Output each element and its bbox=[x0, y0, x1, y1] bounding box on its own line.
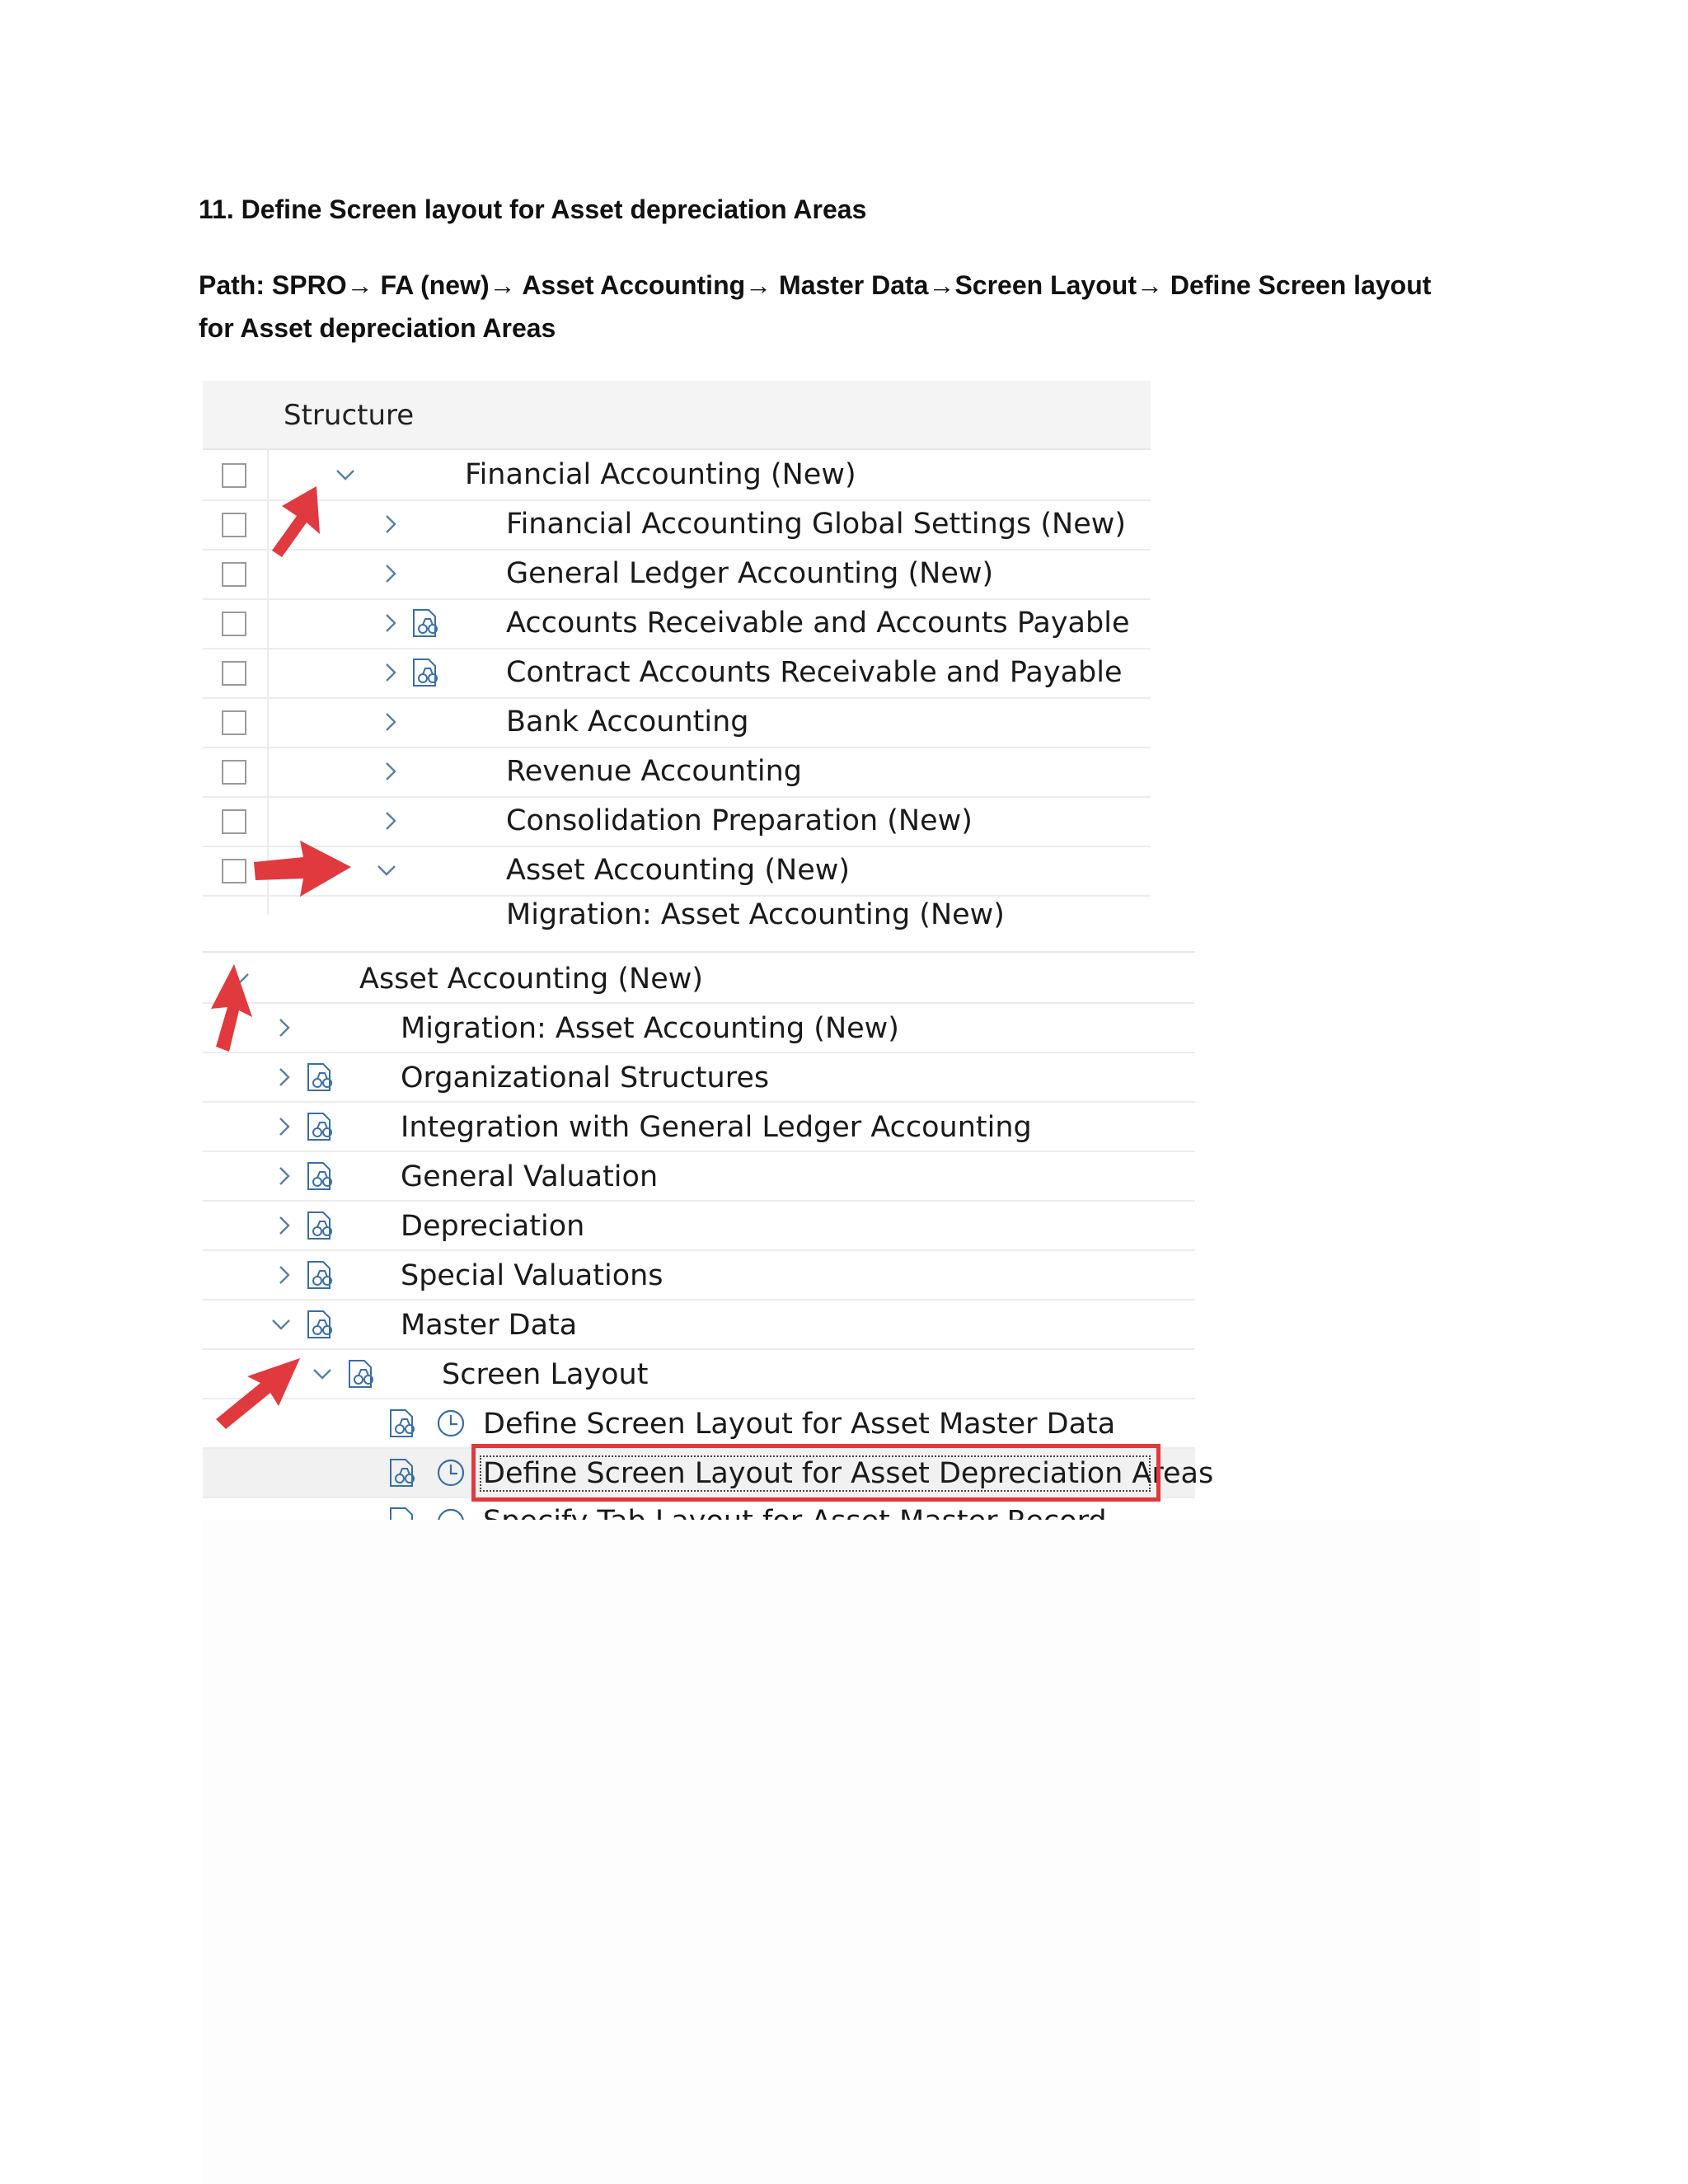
clock-icon[interactable] bbox=[435, 1408, 467, 1439]
chevron-right-icon[interactable] bbox=[380, 810, 401, 832]
tree-row[interactable] bbox=[203, 1202, 1195, 1251]
tree-node-label: Screen Layout bbox=[442, 1358, 649, 1391]
path-part: Path: SPRO bbox=[199, 270, 347, 300]
tree-row[interactable] bbox=[203, 1053, 1195, 1103]
row-checkbox[interactable] bbox=[222, 710, 246, 735]
binoculars-doc-icon[interactable] bbox=[386, 1407, 419, 1440]
section-heading: 11. Define Screen layout for Asset depreciation Areas bbox=[199, 194, 867, 224]
tree-row[interactable] bbox=[203, 549, 1151, 600]
page-background-area bbox=[203, 1520, 1480, 2184]
row-checkbox[interactable] bbox=[222, 562, 246, 587]
annotation-arrow-up bbox=[204, 964, 270, 1055]
chevron-right-icon[interactable] bbox=[274, 1215, 295, 1236]
path-arrow-icon: → bbox=[928, 270, 955, 300]
tree-row[interactable] bbox=[203, 450, 1151, 501]
binoculars-doc-icon[interactable] bbox=[409, 607, 442, 640]
spro-tree-screenshot-1 bbox=[203, 381, 1151, 931]
tree-row[interactable] bbox=[203, 697, 1151, 748]
binoculars-doc-icon[interactable] bbox=[409, 656, 442, 689]
path-arrow-icon: → bbox=[745, 270, 780, 300]
chevron-down-icon[interactable] bbox=[270, 1314, 292, 1335]
tree-node-label: General Ledger Accounting (New) bbox=[506, 557, 994, 590]
tree-node-label: Accounts Receivable and Accounts Payable bbox=[506, 607, 1130, 640]
tree-row[interactable] bbox=[203, 499, 1151, 551]
binoculars-doc-icon[interactable] bbox=[303, 1209, 336, 1242]
row-checkbox[interactable] bbox=[222, 809, 246, 834]
annotation-arrow-up-right bbox=[267, 486, 325, 569]
path-part: for Asset depreciation Areas bbox=[199, 313, 556, 343]
tree-node-label: Define Screen Layout for Asset Master Data bbox=[483, 1408, 1116, 1441]
binoculars-doc-icon[interactable] bbox=[303, 1308, 336, 1341]
chevron-right-icon[interactable] bbox=[380, 711, 401, 733]
tree-row[interactable] bbox=[203, 1251, 1195, 1301]
chevron-right-icon[interactable] bbox=[380, 662, 401, 683]
binoculars-doc-icon[interactable] bbox=[386, 1456, 419, 1489]
clock-icon bbox=[435, 1507, 467, 1520]
annotation-arrow-right bbox=[254, 839, 353, 900]
row-checkbox[interactable] bbox=[222, 760, 246, 785]
tree-row[interactable] bbox=[203, 598, 1151, 649]
row-checkbox[interactable] bbox=[222, 612, 246, 636]
binoculars-doc-icon[interactable] bbox=[303, 1160, 336, 1193]
tree-row[interactable] bbox=[203, 1350, 1195, 1399]
clock-icon[interactable] bbox=[435, 1457, 467, 1488]
chevron-right-icon[interactable] bbox=[274, 1264, 295, 1286]
chevron-down-icon[interactable] bbox=[335, 464, 356, 485]
tree-node-label: General Valuation bbox=[401, 1160, 659, 1193]
chevron-right-icon[interactable] bbox=[274, 1165, 295, 1187]
path-part: FA (new) bbox=[380, 270, 490, 300]
row-checkbox[interactable] bbox=[222, 463, 246, 488]
binoculars-doc-icon bbox=[386, 1505, 419, 1520]
structure-header-label: Structure bbox=[284, 399, 415, 432]
chevron-right-icon[interactable] bbox=[274, 1066, 295, 1088]
tree-node-label: Master Data bbox=[401, 1309, 578, 1342]
chevron-right-icon[interactable] bbox=[380, 563, 401, 584]
chevron-down-icon[interactable] bbox=[376, 860, 397, 881]
tree-node-label: Financial Accounting (New) bbox=[465, 458, 856, 491]
binoculars-doc-icon[interactable] bbox=[303, 1110, 336, 1143]
divider bbox=[203, 951, 1195, 953]
tree-row[interactable] bbox=[203, 1399, 1195, 1449]
tree-row[interactable] bbox=[203, 1152, 1195, 1202]
chevron-right-icon[interactable] bbox=[274, 1116, 295, 1137]
annotation-arrow-up-right bbox=[211, 1358, 302, 1432]
binoculars-doc-icon[interactable] bbox=[303, 1061, 336, 1094]
binoculars-doc-icon[interactable] bbox=[303, 1258, 336, 1291]
tree-node-label: Bank Accounting bbox=[506, 705, 749, 738]
tree-node-label: Revenue Accounting bbox=[506, 755, 802, 788]
row-checkbox[interactable] bbox=[222, 859, 246, 883]
tree-node-label: Contract Accounts Receivable and Payable bbox=[506, 656, 1123, 689]
structure-column-header bbox=[203, 381, 1151, 450]
path-part: Define Screen layout bbox=[1170, 270, 1432, 300]
path-arrow-icon: → bbox=[346, 270, 381, 300]
row-checkbox[interactable] bbox=[222, 513, 246, 537]
chevron-right-icon[interactable] bbox=[380, 513, 401, 535]
chevron-right-icon[interactable] bbox=[274, 1017, 295, 1038]
chevron-down-icon[interactable] bbox=[312, 1363, 333, 1385]
tree-node-label: Special Valuations bbox=[401, 1259, 663, 1292]
path-part: Asset Accounting bbox=[522, 270, 746, 300]
chevron-right-icon[interactable] bbox=[380, 761, 401, 782]
tree-node-label: Organizational Structures bbox=[401, 1062, 770, 1094]
path-arrow-icon: → bbox=[489, 270, 523, 300]
tree-node-label: Consolidation Preparation (New) bbox=[506, 804, 973, 837]
path-part: Master Data bbox=[779, 270, 929, 300]
tree-row[interactable] bbox=[203, 1301, 1195, 1350]
tree-node-label-cut: Migration: Asset Accounting (New) bbox=[506, 898, 1005, 931]
path-part: Screen Layout bbox=[954, 270, 1137, 300]
tree-row[interactable] bbox=[203, 1103, 1195, 1152]
tree-node-label: Asset Accounting (New) bbox=[359, 963, 704, 996]
spro-tree-screenshot-2 bbox=[203, 951, 1214, 1520]
tree-node-label: Financial Accounting Global Settings (New) bbox=[506, 508, 1127, 541]
tree-node-label: Asset Accounting (New) bbox=[506, 854, 851, 887]
path-arrow-icon: → bbox=[1136, 270, 1170, 300]
tree-node-label: Define Screen Layout for Asset Depreciation Areas bbox=[483, 1457, 1214, 1490]
navigation-path bbox=[199, 264, 1484, 349]
tree-node-label-cut bbox=[483, 1505, 1107, 1520]
tree-row[interactable] bbox=[203, 954, 1195, 1004]
tree-node-label: Depreciation bbox=[401, 1210, 585, 1243]
tree-row[interactable] bbox=[203, 747, 1151, 798]
chevron-right-icon[interactable] bbox=[380, 612, 401, 634]
tree-node-label: Integration with General Ledger Accounting bbox=[401, 1111, 1032, 1144]
binoculars-doc-icon[interactable] bbox=[345, 1357, 377, 1390]
tree-row[interactable] bbox=[203, 1004, 1195, 1053]
annotation-highlight-box bbox=[471, 1444, 1160, 1502]
row-checkbox[interactable] bbox=[222, 661, 246, 686]
tree-node-label: Migration: Asset Accounting (New) bbox=[401, 1012, 899, 1045]
tree-row[interactable] bbox=[203, 648, 1151, 699]
